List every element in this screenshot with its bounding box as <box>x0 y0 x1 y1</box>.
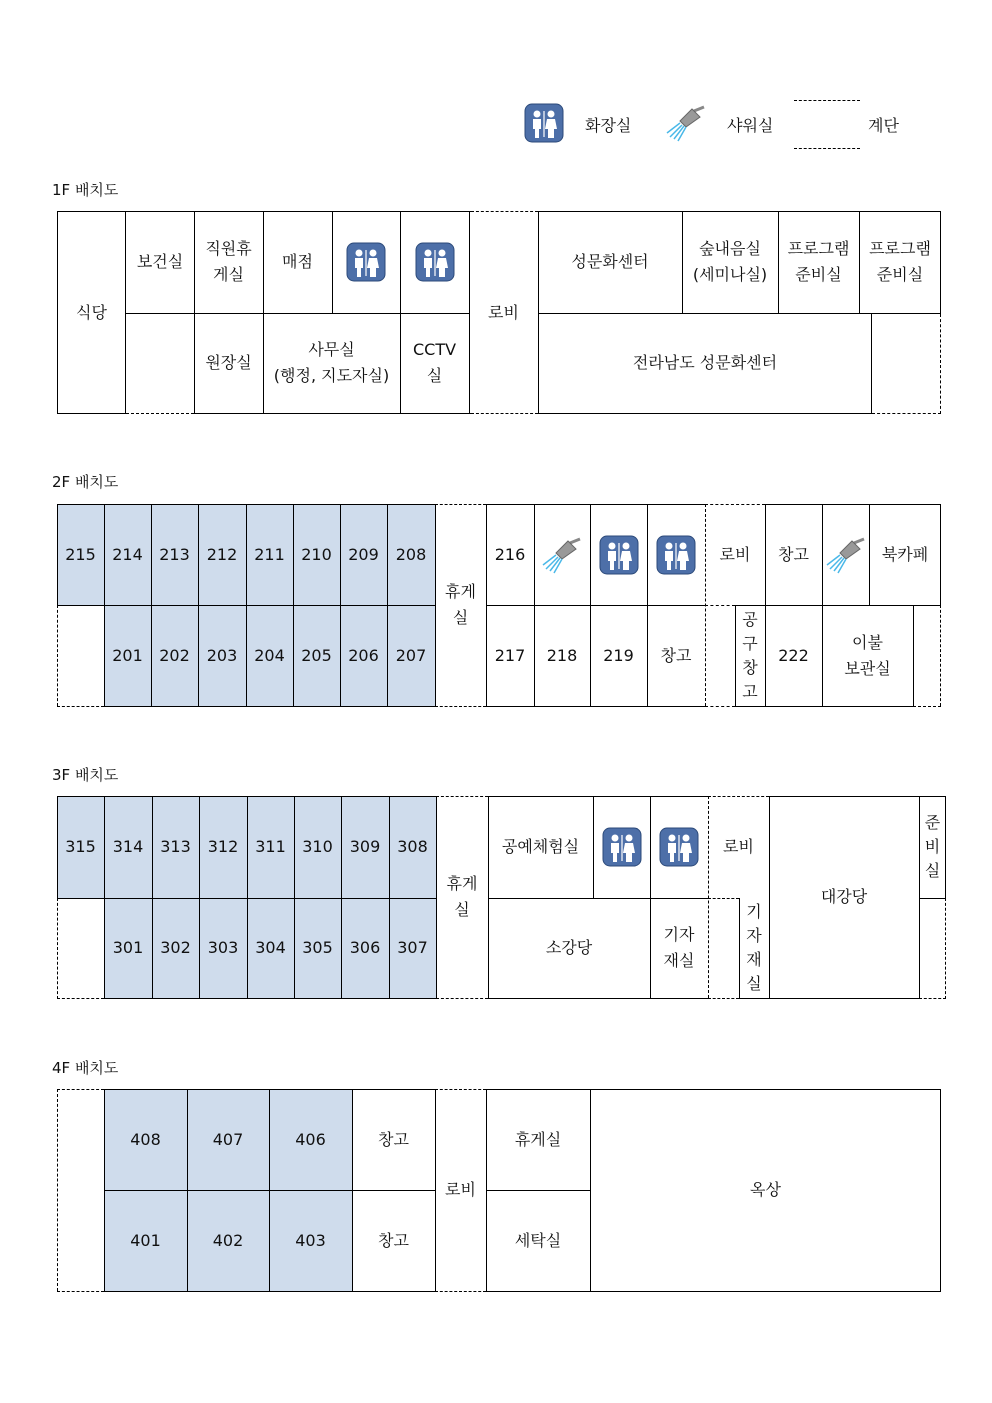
shower-icon <box>664 103 708 143</box>
room-216: 216 <box>494 544 526 564</box>
room-311: 311 <box>255 837 286 856</box>
room-214: 214 <box>112 544 143 564</box>
room-403: 403 <box>295 1230 326 1250</box>
room-304: 304 <box>255 938 286 957</box>
seminar-room: 숲내음실 (세미나실) <box>692 239 768 284</box>
storage-room: 창고 <box>660 645 692 665</box>
room-315: 315 <box>65 837 96 856</box>
room-301: 301 <box>112 938 144 957</box>
room-215: 215 <box>65 544 96 564</box>
cafeteria: 식당 <box>76 302 107 322</box>
restroom-icon <box>400 211 469 313</box>
room-206: 206 <box>348 645 379 665</box>
storage-room: 창고 <box>778 544 809 564</box>
lounge: 휴게 실 <box>445 582 476 627</box>
sex-culture-center: 성문화센터 <box>571 252 649 271</box>
store: 매점 <box>282 252 313 271</box>
legend-stairs-label: 계단 <box>868 116 899 135</box>
restroom-icon <box>647 504 705 605</box>
room-208: 208 <box>395 544 427 564</box>
prep-room: 준 비 실 <box>924 813 941 880</box>
craft-room: 공예체험실 <box>501 837 580 856</box>
lobby: 로비 <box>723 837 754 856</box>
room-406: 406 <box>295 1129 326 1149</box>
room-408: 408 <box>130 1129 161 1149</box>
storage-room: 창고 <box>378 1129 409 1149</box>
restroom-icon <box>650 796 708 898</box>
room-219: 219 <box>603 645 634 665</box>
restroom-icon <box>332 211 400 313</box>
room-307: 307 <box>397 938 428 957</box>
room-308: 308 <box>397 837 428 856</box>
room-314: 314 <box>112 837 144 856</box>
shower-icon <box>822 504 869 605</box>
room-407: 407 <box>212 1129 244 1149</box>
room-205: 205 <box>301 645 332 665</box>
lobby: 로비 <box>445 1180 476 1199</box>
principal-room: 원장실 <box>205 353 252 372</box>
book-cafe: 북카페 <box>881 544 929 564</box>
restroom-icon <box>593 796 650 898</box>
room-210: 210 <box>301 544 332 564</box>
jeonnam-center: 전라남도 성문화센터 <box>632 353 778 372</box>
main-auditorium: 대강당 <box>820 887 868 906</box>
room-309: 309 <box>349 837 381 856</box>
room-201: 201 <box>112 645 143 665</box>
lobby: 로비 <box>488 302 519 322</box>
room-218: 218 <box>546 645 578 665</box>
room-203: 203 <box>206 645 238 665</box>
room-207: 207 <box>395 645 427 665</box>
stairs-legend-top-line <box>794 100 860 101</box>
floor-3-title: 3F 배치도 <box>52 766 119 784</box>
room-312: 312 <box>207 837 239 856</box>
room-209: 209 <box>348 544 379 564</box>
office: 사무실 (행정, 지도자실) <box>273 340 390 385</box>
restroom-icon <box>590 504 647 605</box>
staff-lounge: 직원휴 게실 <box>205 239 252 284</box>
room-401: 401 <box>130 1230 161 1250</box>
health-room: 보건실 <box>136 252 184 271</box>
room-313: 313 <box>160 837 191 856</box>
room-306: 306 <box>349 938 381 957</box>
rooftop: 옥상 <box>750 1180 781 1199</box>
stairs-legend-bottom-line <box>794 148 860 149</box>
room-204: 204 <box>254 645 285 665</box>
room-222: 222 <box>778 645 809 665</box>
restroom-icon <box>524 103 564 143</box>
bedding-storage: 이불 보관실 <box>844 632 891 678</box>
room-213: 213 <box>159 544 190 564</box>
room-303: 303 <box>207 938 239 957</box>
legend-restroom-label: 화장실 <box>585 116 632 135</box>
room-217: 217 <box>494 645 526 665</box>
lobby: 로비 <box>719 544 751 564</box>
equipment-room: 기자 재실 <box>663 925 695 970</box>
floor-4-title: 4F 배치도 <box>52 1059 119 1077</box>
cctv-room: CCTV 실 <box>412 340 457 385</box>
room-310: 310 <box>302 837 333 856</box>
program-prep-room-1: 프로그램 준비실 <box>787 239 850 284</box>
shower-icon <box>534 504 590 605</box>
room-211: 211 <box>254 544 285 564</box>
room-305: 305 <box>302 938 333 957</box>
room-402: 402 <box>212 1230 244 1250</box>
room-212: 212 <box>206 544 238 564</box>
equipment-room-narrow: 기 자 재 실 <box>746 902 762 993</box>
lounge: 휴게 실 <box>446 874 478 919</box>
laundry-room: 세탁실 <box>514 1230 562 1250</box>
tool-storage: 공 구 창 고 <box>742 609 758 701</box>
room-302: 302 <box>160 938 191 957</box>
small-auditorium: 소강당 <box>545 938 593 957</box>
floor-2-title: 2F 배치도 <box>52 473 119 491</box>
storage-room: 창고 <box>378 1230 409 1250</box>
lounge: 휴게실 <box>514 1129 562 1149</box>
room-202: 202 <box>159 645 190 665</box>
legend-shower-label: 샤워실 <box>727 116 774 135</box>
program-prep-room-2: 프로그램 준비실 <box>869 239 931 284</box>
floor-1-title: 1F 배치도 <box>52 181 119 199</box>
